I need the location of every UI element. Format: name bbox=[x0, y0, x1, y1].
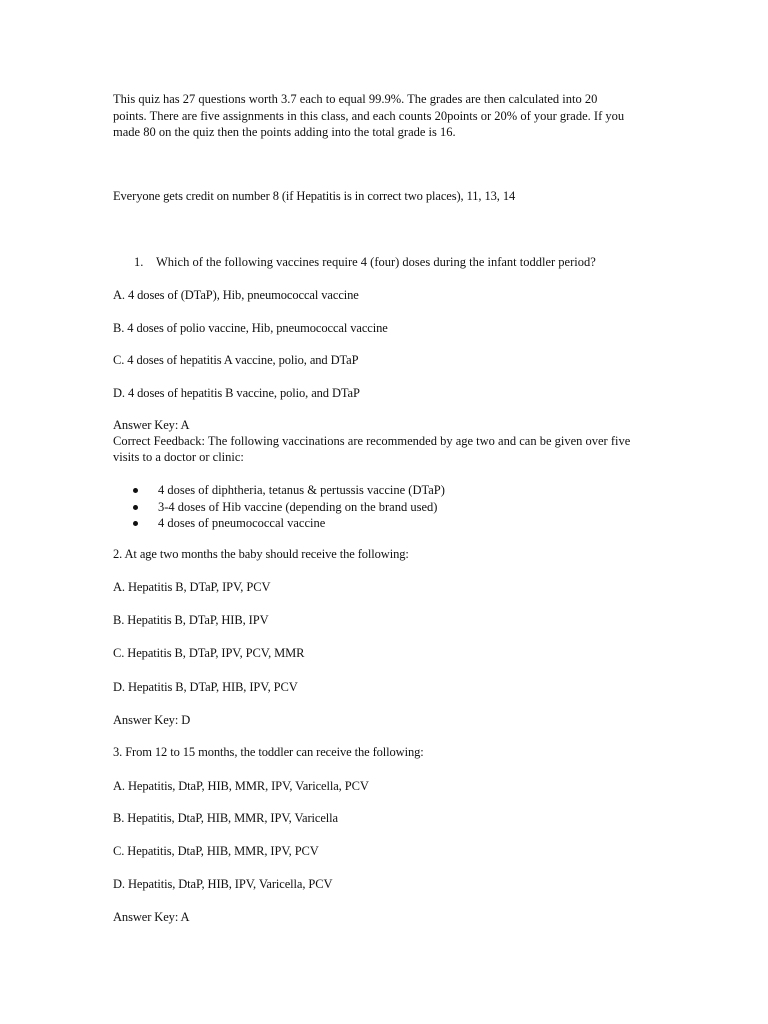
option-a: A. Hepatitis B, DTaP, IPV, PCV bbox=[113, 580, 271, 594]
bullet-dot-icon bbox=[133, 521, 138, 526]
bullet-item: 4 doses of pneumococcal vaccine bbox=[131, 515, 445, 532]
bullet-dot-icon bbox=[133, 505, 138, 510]
option-c: C. 4 doses of hepatitis A vaccine, polio, and DTaP bbox=[113, 353, 359, 367]
option-c: C. Hepatitis B, DTaP, IPV, PCV, MMR bbox=[113, 646, 305, 660]
answer-key: Answer Key: A bbox=[113, 910, 190, 924]
feedback-bullet-list bbox=[131, 482, 445, 532]
correct-feedback bbox=[113, 433, 653, 465]
question-1 bbox=[134, 255, 596, 271]
intro-line: This quiz has 27 questions worth 3.7 each to equal 99.9%. The grades are then calculated into 20 bbox=[113, 92, 598, 106]
credit-note: Everyone gets credit on number 8 (if Hepatitis is in correct two places), 11, 13, 14 bbox=[113, 189, 516, 203]
option-b: B. 4 doses of polio vaccine, Hib, pneumococcal vaccine bbox=[113, 321, 388, 335]
feedback-line: Correct Feedback: The following vaccinations are recommended by age two and can be given over five bbox=[113, 434, 631, 448]
intro-line: made 80 on the quiz then the points adding into the total grade is 16. bbox=[113, 125, 456, 139]
question-3: 3. From 12 to 15 months, the toddler can receive the following: bbox=[113, 745, 424, 759]
answer-key: Answer Key: D bbox=[113, 713, 191, 727]
bullet-item: 3-4 doses of Hib vaccine (depending on the brand used) bbox=[131, 499, 445, 516]
option-b: B. Hepatitis, DtaP, HIB, MMR, IPV, Varicella bbox=[113, 811, 338, 825]
question-2: 2. At age two months the baby should receive the following: bbox=[113, 547, 409, 561]
question-number: 1. bbox=[134, 255, 144, 269]
intro-line: points. There are five assignments in this class, and each counts 20points or 20% of your grade. If you bbox=[113, 108, 625, 123]
question-text: Which of the following vaccines require 4 (four) doses during the infant toddler period? bbox=[156, 255, 596, 269]
feedback-line: visits to a doctor or clinic: bbox=[113, 450, 244, 464]
bullet-item: 4 doses of diphtheria, tetanus & pertussis vaccine (DTaP) bbox=[131, 482, 445, 499]
option-a: A. Hepatitis, DtaP, HIB, MMR, IPV, Varicella, PCV bbox=[113, 779, 369, 793]
option-d: D. Hepatitis B, DTaP, HIB, IPV, PCV bbox=[113, 680, 298, 694]
option-d: D. Hepatitis, DtaP, HIB, IPV, Varicella, PCV bbox=[113, 877, 333, 891]
bullet-dot-icon bbox=[133, 488, 138, 493]
option-c: C. Hepatitis, DtaP, HIB, MMR, IPV, PCV bbox=[113, 844, 319, 858]
option-a: A. 4 doses of (DTaP), Hib, pneumococcal vaccine bbox=[113, 288, 359, 302]
answer-key: Answer Key: A bbox=[113, 418, 190, 432]
option-d: D. 4 doses of hepatitis B vaccine, polio, and DTaP bbox=[113, 386, 360, 400]
option-b: B. Hepatitis B, DTaP, HIB, IPV bbox=[113, 613, 269, 627]
intro-paragraph bbox=[113, 91, 643, 141]
